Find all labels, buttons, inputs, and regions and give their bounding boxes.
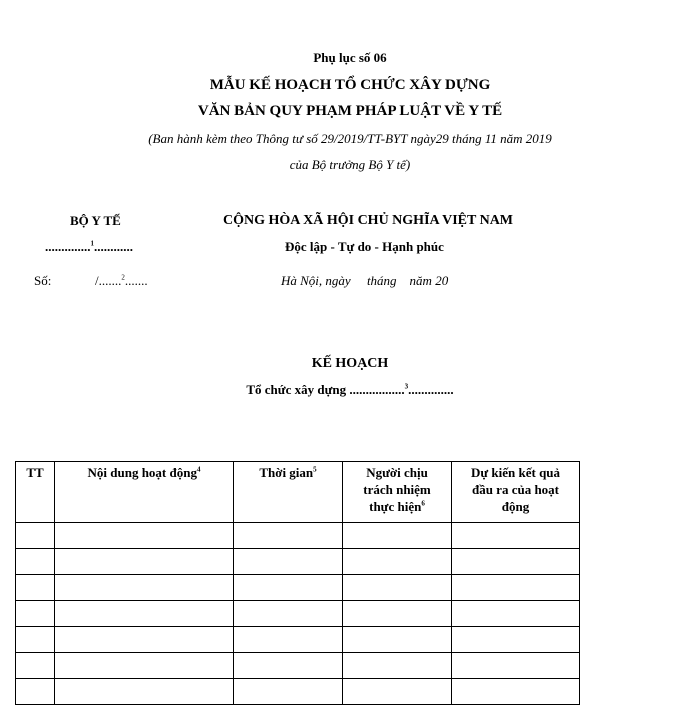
appendix-label: Phụ lục số 06 xyxy=(313,50,387,65)
column-header-activity-content: Nội dung hoạt động$^4$ xyxy=(55,462,234,523)
footnote-marker: 5 xyxy=(313,465,317,474)
table-cell[interactable] xyxy=(452,601,580,627)
table-cell[interactable] xyxy=(16,627,55,653)
footnote-marker: 1 xyxy=(90,239,94,248)
table-cell[interactable] xyxy=(55,679,234,705)
table-cell[interactable] xyxy=(452,523,580,549)
table-cell[interactable] xyxy=(343,601,452,627)
table-cell[interactable] xyxy=(234,679,343,705)
document-number-placeholder xyxy=(95,273,148,289)
table-cell[interactable] xyxy=(55,549,234,575)
table-cell[interactable] xyxy=(55,601,234,627)
issued-note-line1: (Ban hành kèm theo Thông tư số 29/2019/TT-BYT ngày29 tháng 11 năm 2019 xyxy=(148,131,552,146)
table-cell[interactable] xyxy=(55,627,234,653)
footnote-marker: 6 xyxy=(421,499,425,508)
document-number-label: Số: xyxy=(34,273,52,288)
table-cell[interactable] xyxy=(343,653,452,679)
ministry-name: BỘ Y TẾ xyxy=(70,213,121,228)
table-row xyxy=(16,601,580,627)
table-row xyxy=(16,549,580,575)
unit-dots-after: ............ xyxy=(94,239,133,254)
plan-subtitle-text: Tổ chức xây dựng ................. xyxy=(246,382,405,397)
table-cell[interactable] xyxy=(55,523,234,549)
column-header-time: Thời gian$^5$ xyxy=(234,462,343,523)
table-cell[interactable] xyxy=(452,653,580,679)
column-header-expected-output: Dự kiến kết quả đầu ra của hoạt động xyxy=(452,462,580,523)
table-row xyxy=(16,627,580,653)
plan-subtitle xyxy=(0,382,700,398)
table-cell[interactable] xyxy=(55,575,234,601)
table-cell[interactable] xyxy=(452,679,580,705)
table-cell[interactable] xyxy=(452,575,580,601)
table-cell[interactable] xyxy=(343,523,452,549)
table-cell[interactable] xyxy=(452,549,580,575)
table-cell[interactable] xyxy=(234,653,343,679)
table-cell[interactable] xyxy=(16,523,55,549)
table-row xyxy=(16,575,580,601)
table-cell[interactable] xyxy=(16,601,55,627)
table-cell[interactable] xyxy=(343,627,452,653)
national-motto: Độc lập - Tự do - Hạnh phúc xyxy=(285,239,444,254)
activity-table xyxy=(15,461,580,705)
table-cell[interactable] xyxy=(234,523,343,549)
table-cell[interactable] xyxy=(343,575,452,601)
plan-title: KẾ HOẠCH xyxy=(311,356,389,371)
number-dots-after: ....... xyxy=(124,273,148,288)
table-row xyxy=(16,523,580,549)
form-title-line2: VĂN BẢN QUY PHẠM PHÁP LUẬT VỀ Y TẾ xyxy=(197,103,503,119)
plan-subtitle-dots: .............. xyxy=(408,382,454,397)
table-cell[interactable] xyxy=(234,627,343,653)
table-cell[interactable] xyxy=(234,549,343,575)
number-dots-before: /....... xyxy=(95,273,122,288)
table-cell[interactable] xyxy=(55,653,234,679)
table-cell[interactable] xyxy=(234,575,343,601)
table-cell[interactable] xyxy=(343,679,452,705)
table-row xyxy=(16,653,580,679)
footnote-marker: 3 xyxy=(404,382,409,391)
table-cell[interactable] xyxy=(452,627,580,653)
place-date: Hà Nội, ngày tháng năm 20 xyxy=(281,273,449,288)
form-title-line1: MẪU KẾ HOẠCH TỔ CHỨC XÂY DỰNG xyxy=(209,77,491,93)
footnote-marker: 4 xyxy=(196,465,201,474)
national-title: CỘNG HÒA XÃ HỘI CHỦ NGHĨA VIỆT NAM xyxy=(223,213,514,228)
table-row xyxy=(16,679,580,705)
table-cell[interactable] xyxy=(16,679,55,705)
unit-placeholder xyxy=(45,239,133,255)
table-cell[interactable] xyxy=(16,653,55,679)
table-header-row xyxy=(16,462,580,523)
table-cell[interactable] xyxy=(343,549,452,575)
column-header-responsible-person: Người chịu trách nhiệm thực hiện$^6$ xyxy=(343,462,452,523)
table-cell[interactable] xyxy=(16,575,55,601)
table-cell[interactable] xyxy=(16,549,55,575)
table-cell[interactable] xyxy=(234,601,343,627)
column-header-tt: TT xyxy=(16,462,55,523)
issued-note-line2: của Bộ trưởng Bộ Y tế) xyxy=(289,157,411,172)
unit-dots-before: .............. xyxy=(45,239,91,254)
footnote-marker: 2 xyxy=(121,273,125,282)
